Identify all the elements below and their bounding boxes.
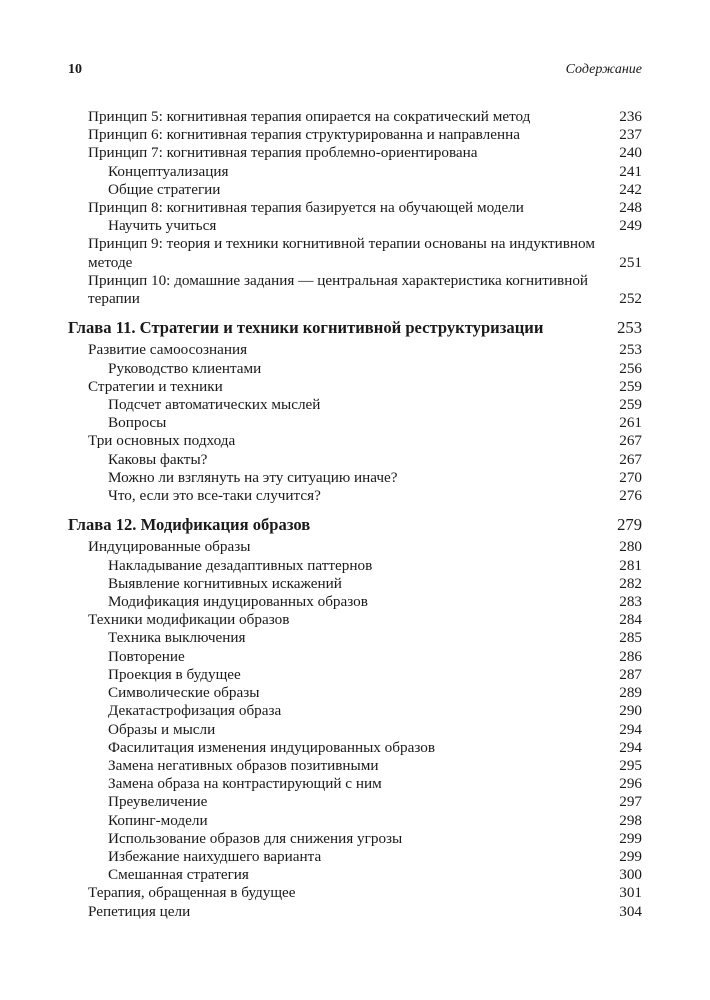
toc-entry[interactable]: [68, 341, 642, 359]
toc-entry[interactable]: [68, 739, 642, 757]
running-title: Содержание: [565, 62, 642, 77]
table-of-contents: [68, 108, 642, 921]
toc-entry-title: Выявление когнитивных искажений: [108, 574, 342, 592]
toc-entry-page: 281: [619, 556, 642, 574]
toc-entry[interactable]: [68, 702, 642, 720]
toc-entry-page: 286: [619, 647, 642, 665]
toc-entry[interactable]: [68, 775, 642, 793]
toc-entry[interactable]: [68, 181, 642, 199]
toc-entry-page: 300: [619, 866, 642, 884]
toc-entry-title: Концептуализация: [108, 162, 229, 180]
toc-entry[interactable]: [68, 396, 642, 414]
toc-entry-title: Принцип 8: когнитивная терапия базируется на обучающей модели: [88, 199, 524, 217]
toc-entry[interactable]: [68, 414, 642, 432]
toc-entry-title: Принцип 7: когнитивная терапия проблемно-ориентирована: [88, 144, 478, 162]
toc-entry[interactable]: [68, 144, 642, 162]
toc-entry-page: 259: [619, 377, 642, 395]
page-header: [68, 62, 642, 82]
toc-entry-page: 289: [619, 684, 642, 702]
toc-entry[interactable]: [68, 163, 642, 181]
toc-entry-title: Общие стратегии: [108, 180, 221, 198]
toc-chapter[interactable]: [68, 516, 642, 534]
toc-entry[interactable]: [68, 199, 642, 217]
toc-entry-title: Глава 12. Модификация образов: [68, 515, 311, 535]
toc-entry-page: 237: [619, 126, 642, 144]
toc-entry-title: Использование образов для снижения угрозы: [108, 829, 403, 847]
toc-entry[interactable]: [68, 648, 642, 666]
toc-entry-page: 251: [619, 253, 642, 271]
toc-entry-page: 248: [619, 199, 642, 217]
toc-entry-title: Подсчет автоматических мыслей: [108, 396, 321, 414]
toc-entry-page: 283: [619, 593, 642, 611]
toc-entry-title: Образы и мысли: [108, 720, 216, 738]
toc-entry-title: Декатастрофизация образа: [108, 702, 282, 720]
toc-entry[interactable]: [68, 684, 642, 702]
toc-entry-title: Индуцированные образы: [88, 538, 251, 556]
toc-entry-title: Замена негативных образов позитивными: [108, 756, 379, 774]
toc-entry-title: Терапия, обращенная в будущее: [88, 884, 296, 902]
toc-entry-title: Руководство клиентами: [108, 359, 262, 377]
toc-entry-page: 296: [619, 775, 642, 793]
toc-entry-page: 295: [619, 756, 642, 774]
toc-entry-page: 276: [619, 487, 642, 505]
toc-entry-page: 267: [619, 432, 642, 450]
toc-entry-title: Повторение: [108, 647, 185, 665]
toc-entry-page: 290: [619, 702, 642, 720]
toc-entry[interactable]: [68, 272, 642, 308]
toc-entry[interactable]: [68, 866, 642, 884]
toc-entry[interactable]: [68, 538, 642, 556]
toc-entry-page: 301: [619, 884, 642, 902]
toc-entry-title: Принцип 5: когнитивная терапия опирается на сократический метод: [88, 108, 531, 125]
toc-entry-title: Глава 11. Стратегии и техники когнитивной реструктуризации: [68, 318, 544, 338]
toc-entry[interactable]: [68, 757, 642, 775]
toc-entry-page: 287: [619, 665, 642, 683]
toc-entry-title: Принцип 9: теория и техники когнитивной терапии основаны на индуктивном методе: [88, 235, 595, 271]
toc-entry-page: 259: [619, 396, 642, 414]
toc-entry[interactable]: [68, 848, 642, 866]
toc-entry-page: 253: [619, 341, 642, 359]
toc-entry-page: 270: [619, 468, 642, 486]
toc-entry-title: Развитие самоосознания: [88, 341, 248, 359]
toc-entry-page: 242: [619, 180, 642, 198]
toc-entry-page: 240: [619, 144, 642, 162]
toc-entry-page: 267: [619, 450, 642, 468]
toc-entry-title: Принцип 10: домашние задания — центральная характеристика когнитивной терапии: [88, 271, 589, 308]
toc-entry[interactable]: [68, 721, 642, 739]
toc-entry-page: 294: [619, 720, 642, 738]
toc-entry-page: 282: [619, 574, 642, 592]
toc-entry-title: Избежание наихудшего варианта: [108, 847, 322, 865]
toc-entry-title: Репетиция цели: [88, 902, 191, 920]
toc-entry-page: 298: [619, 811, 642, 829]
toc-entry-page: 299: [619, 829, 642, 847]
toc-entry-title: Модификация индуцированных образов: [108, 593, 368, 611]
toc-entry[interactable]: [68, 666, 642, 684]
toc-entry-page: 249: [619, 217, 642, 235]
toc-entry[interactable]: [68, 378, 642, 396]
toc-entry[interactable]: [68, 451, 642, 469]
toc-entry[interactable]: [68, 903, 642, 921]
toc-entry-page: 256: [619, 359, 642, 377]
toc-entry[interactable]: [68, 432, 642, 450]
toc-entry-page: 236: [619, 108, 642, 125]
toc-entry-page: 252: [619, 290, 642, 308]
toc-entry-title: Стратегии и техники: [88, 377, 223, 395]
toc-entry[interactable]: [68, 108, 642, 126]
toc-entry-title: Вопросы: [108, 414, 167, 432]
toc-entry[interactable]: [68, 593, 642, 611]
toc-entry-page: 299: [619, 847, 642, 865]
toc-entry-page: 304: [619, 902, 642, 920]
toc-entry-title: Преувеличение: [108, 793, 208, 811]
toc-entry[interactable]: [68, 217, 642, 235]
toc-entry-page: 279: [617, 515, 642, 535]
toc-entry[interactable]: [68, 793, 642, 811]
toc-entry[interactable]: [68, 557, 642, 575]
toc-entry-title: Техника выключения: [108, 629, 246, 647]
toc-entry-title: Смешанная стратегия: [108, 866, 249, 884]
toc-entry-title: Научить учиться: [108, 217, 217, 235]
toc-entry-title: Техники модификации образов: [88, 611, 290, 629]
toc-entry[interactable]: [68, 235, 642, 271]
toc-entry-title: Что, если это все-таки случится?: [108, 487, 321, 505]
toc-entry-page: 285: [619, 629, 642, 647]
toc-entry-page: 280: [619, 538, 642, 556]
toc-entry-page: 284: [619, 611, 642, 629]
toc-entry[interactable]: [68, 126, 642, 144]
toc-chapter[interactable]: [68, 319, 642, 337]
toc-entry[interactable]: [68, 884, 642, 902]
toc-entry[interactable]: [68, 830, 642, 848]
toc-entry-title: Каковы факты?: [108, 450, 208, 468]
toc-entry-title: Замена образа на контрастирующий с ним: [108, 775, 382, 793]
toc-entry-page: 241: [619, 162, 642, 180]
toc-entry[interactable]: [68, 487, 642, 505]
toc-entry-title: Принцип 6: когнитивная терапия структурированна и направленна: [88, 126, 520, 144]
toc-entry-page: 294: [619, 738, 642, 756]
toc-entry[interactable]: [68, 575, 642, 593]
toc-entry-title: Три основных подхода: [88, 432, 236, 450]
toc-entry[interactable]: [68, 469, 642, 487]
toc-entry-page: 297: [619, 793, 642, 811]
toc-entry[interactable]: [68, 611, 642, 629]
toc-entry-page: 261: [619, 414, 642, 432]
toc-entry-title: Копинг-модели: [108, 811, 208, 829]
toc-entry-title: Можно ли взглянуть на эту ситуацию иначе?: [108, 468, 398, 486]
toc-entry-title: Фасилитация изменения индуцированных образов: [108, 738, 435, 756]
page-number: 10: [68, 62, 82, 77]
toc-entry[interactable]: [68, 629, 642, 647]
toc-entry-page: 253: [617, 318, 642, 338]
toc-entry[interactable]: [68, 360, 642, 378]
toc-entry-title: Проекция в будущее: [108, 665, 241, 683]
toc-entry-title: Накладывание дезадаптивных паттернов: [108, 556, 373, 574]
toc-entry-title: Символические образы: [108, 684, 260, 702]
toc-entry[interactable]: [68, 812, 642, 830]
